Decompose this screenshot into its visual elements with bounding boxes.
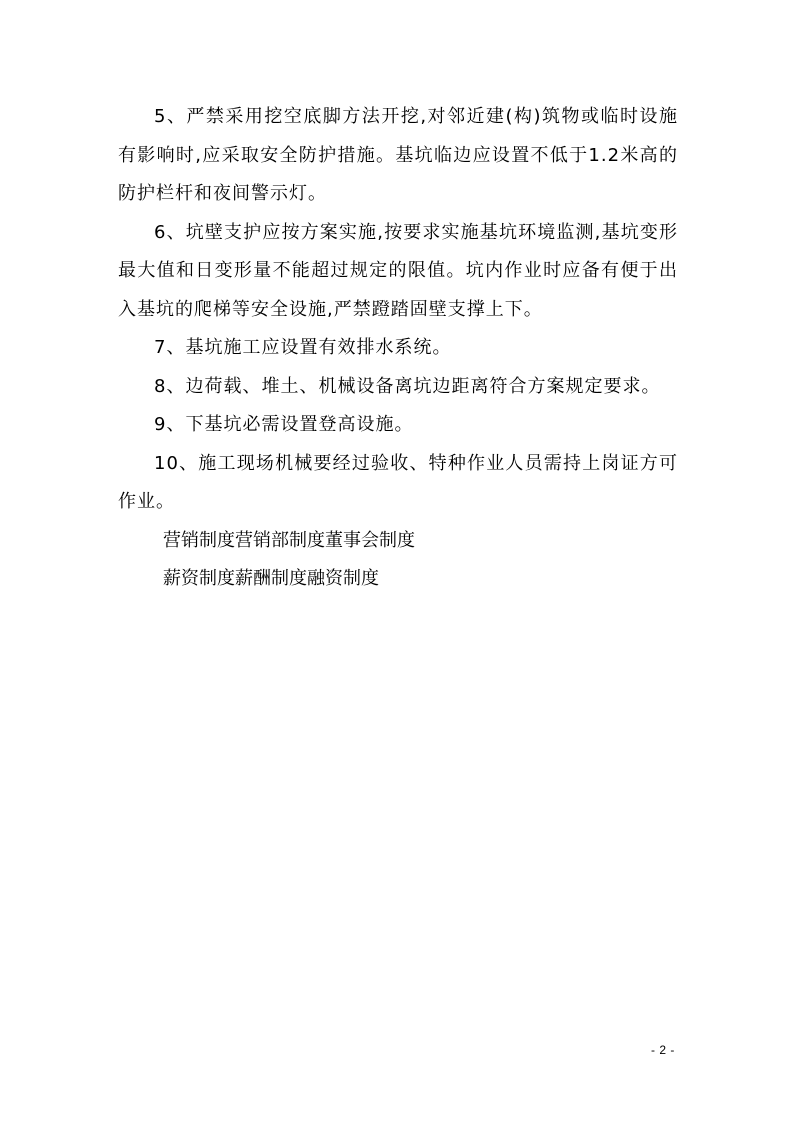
paragraph-item-6: 6、坑壁支护应按方案实施,按要求实施基坑环境监测,基坑变形最大值和日变形量不能超过规定的限值。坑内作业时应备有便于出入基坑的爬梯等安全设施,严禁蹬踏固壁支撑上下。 [118,221,678,320]
paragraph-item-9: 9、下基坑必需设置登高设施。 [154,414,414,435]
page-number: - 2 - [651,1043,675,1057]
extra-line-salary: 薪资制度薪酬制度融资制度 [163,568,379,589]
paragraph-item-10: 10、施工现场机械要经过验收、特种作业人员需持上岗证方可作业。 [118,452,678,512]
paragraph-item-8: 8、边荷载、堆土、机械设备离坑边距离符合方案规定要求。 [154,375,661,397]
extra-line-marketing: 营销制度营销部制度董事会制度 [163,529,415,551]
paragraph-item-5: 5、严禁采用挖空底脚方法开挖,对邻近建(构)筑物或临时设施有影响时,应采取安全防护措施。基坑临边应设置不低于1.2米高的防护栏杆和夜间警示灯。 [118,106,678,204]
document-body [118,98,678,599]
paragraph-item-7: 7、基坑施工应设置有效排水系统。 [154,337,452,358]
